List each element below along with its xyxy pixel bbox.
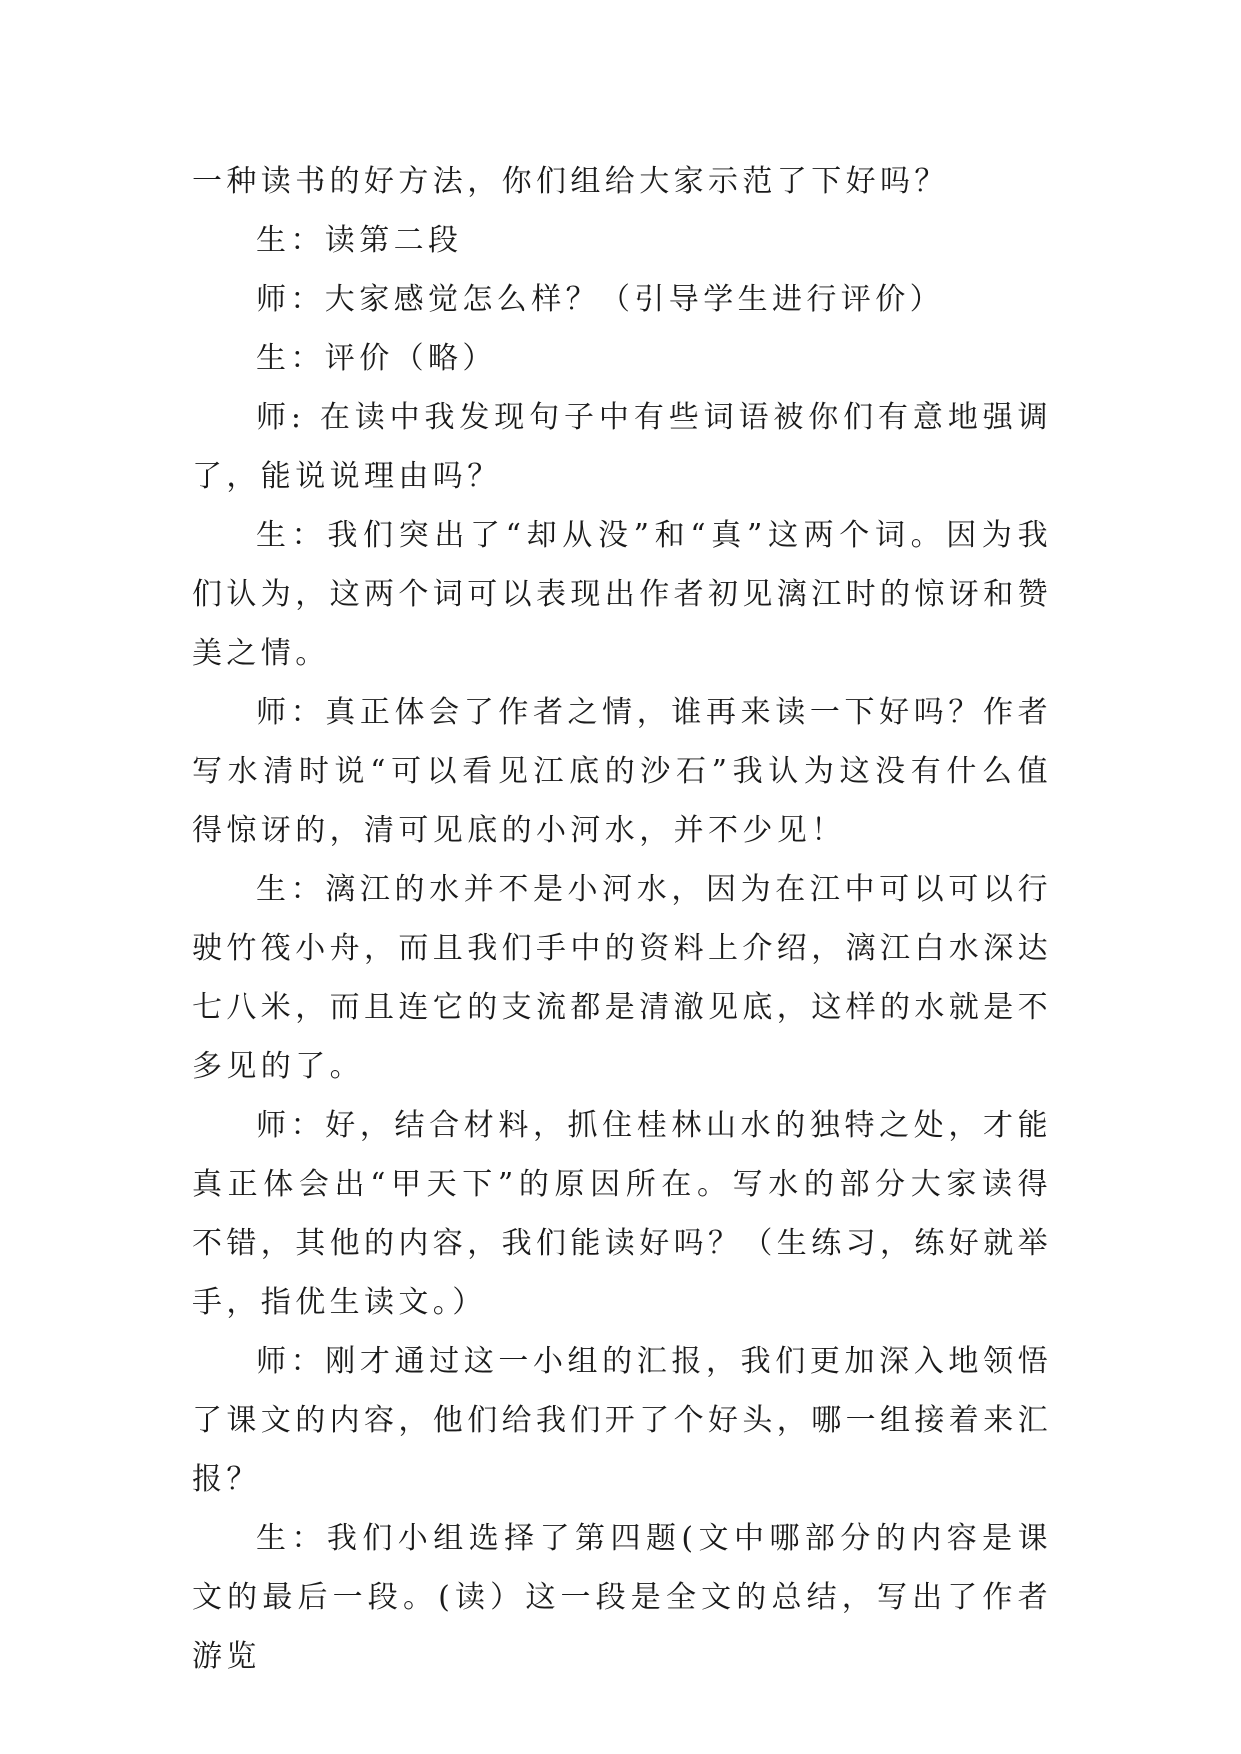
paragraph-6: 生：我们突出了“却从没”和“真”这两个词。因为我们认为，这两个词可以表现出作者初见漓江时的惊讶和赞美之情。 — [192, 518, 1052, 671]
paragraph-1: 一种读书的好方法，你们组给大家示范了下好吗？ — [192, 164, 949, 199]
paragraph-11: 生：我们小组选择了第四题(文中哪部分的内容是课文的最后一段。(读）这一段是全文的总结，写出了作者游览 — [192, 1521, 1052, 1674]
paragraph-8: 生：漓江的水并不是小河水，因为在江中可以可以行驶竹筏小舟，而且我们手中的资料上介绍，漓江白水深达七八米，而且连它的支流都是清澈见底，这样的水就是不多见的了。 — [192, 872, 1052, 1084]
paragraph-5: 师: 在读中我发现句子中有些词语被你们有意地强调了，能说说理由吗？ — [192, 400, 1052, 494]
paragraph-3: 师：大家感觉怎么样？（引导学生进行评价） — [256, 282, 944, 317]
paragraph-9: 师：好，结合材料，抓住桂林山水的独特之处，才能真正体会出“甲天下”的原因所在。写水的部分大家读得不错，其他的内容，我们能读好吗？（生练习，练好就举手，指优生读文。） — [192, 1108, 1052, 1320]
paragraph-4: 生：评价（略） — [256, 341, 497, 376]
paragraph-7: 师：真正体会了作者之情，谁再来读一下好吗？作者写水清时说“可以看见江底的沙石”我认为这没有什么值得惊讶的，清可见底的小河水，并不少见！ — [192, 695, 1052, 848]
document-body — [192, 152, 1052, 1686]
paragraph-10: 师：刚才通过这一小组的汇报，我们更加深入地领悟了课文的内容，他们给我们开了个好头，哪一组接着来汇报？ — [192, 1344, 1052, 1497]
paragraph-2: 生：读第二段 — [256, 223, 463, 258]
